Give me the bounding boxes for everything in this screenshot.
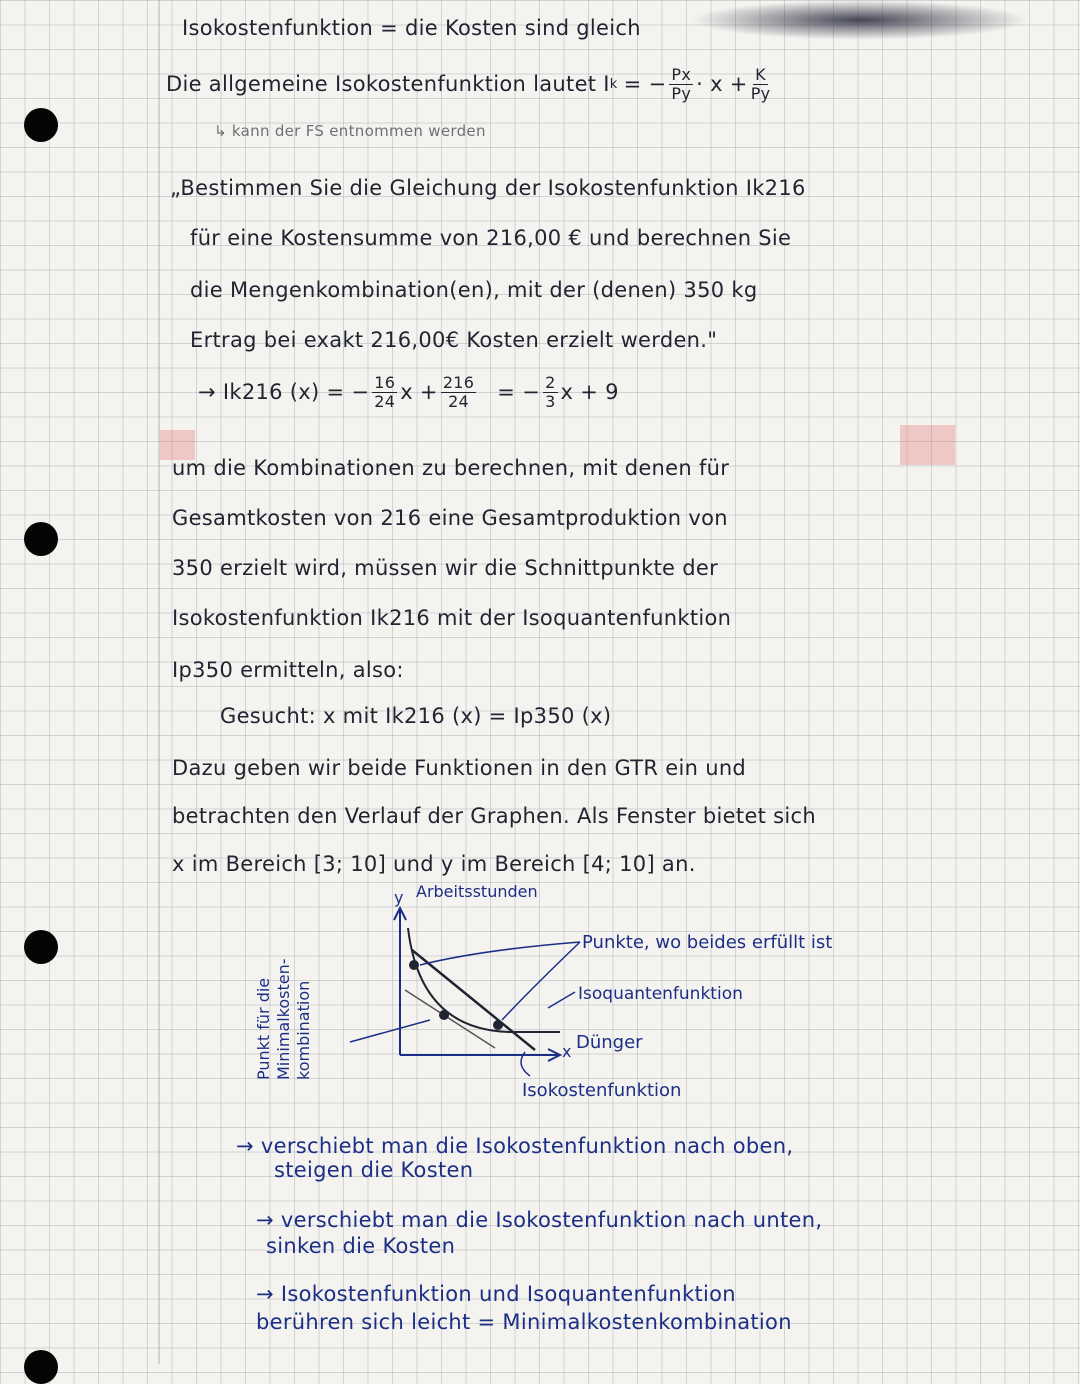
fraction-denominator: 24 (374, 391, 396, 411)
isocost-line-shifted (405, 990, 495, 1048)
explanation-line-4: Isokostenfunktion Ik216 mit der Isoquantenfunktion (172, 606, 732, 630)
explanation-line-2: Gesamtkosten von 216 eine Gesamtproduktion von (172, 506, 728, 530)
label-intersections: Punkte, wo beides erfüllt ist (582, 932, 833, 953)
explanation-line-3: 350 erzielt wird, müssen wir die Schnittpunkte der (172, 556, 719, 580)
fraction-denominator: Py (671, 83, 692, 103)
equation-lead: → Ik216 (x) = − (198, 379, 370, 404)
min-cost-point (439, 1010, 449, 1020)
task-line-2: für eine Kostensumme von 216,00 € und berechnen Sie (190, 226, 792, 250)
highlight-mark (900, 425, 955, 465)
label-isocost: Isokostenfunktion (522, 1080, 682, 1101)
equation-mid: x + (400, 379, 438, 404)
touch-line-2: berühren sich leicht = Minimalkostenkombination (256, 1310, 792, 1334)
task-line-1: „Bestimmen Sie die Gleichung der Isokostenfunktion Ik216 (170, 176, 806, 200)
equation-eq: = − (497, 379, 541, 404)
fraction-denominator: 3 (545, 391, 556, 411)
equation-tail: x + 9 (560, 379, 619, 404)
isoquant-curve (408, 928, 560, 1032)
general-isocost-formula (166, 66, 773, 102)
sought-equation: Gesucht: x mit Ik216 (x) = Ip350 (x) (220, 704, 612, 728)
fraction-2-3 (543, 374, 557, 410)
formula-eq: = − (623, 71, 667, 96)
min-cost-label-1: Punkt für die (254, 977, 273, 1080)
fraction-numerator: K (755, 65, 766, 84)
fraction-denominator: 24 (448, 391, 470, 411)
shift-down-line-1: → verschiebt man die Isokostenfunktion nach unten, (256, 1208, 823, 1232)
photo-shadow (690, 0, 1030, 40)
fraction-numerator: Px (671, 65, 692, 84)
fraction-denominator: Py (750, 83, 771, 103)
x-axis-label: Dünger (576, 1032, 643, 1053)
formula-text: Die allgemeine Isokostenfunktion lautet I (166, 71, 610, 96)
annotation-arrow (502, 942, 580, 1020)
task-line-4: Ertrag bei exakt 216,00€ Kosten erzielt werden." (190, 328, 718, 352)
y-axis-label: Arbeitsstunden (416, 882, 538, 901)
gtr-line-1: Dazu geben wir beide Funktionen in den GTR ein und (172, 756, 747, 780)
fraction-216-24 (441, 374, 476, 410)
min-cost-label-2: Minimalkosten- (274, 958, 293, 1080)
fraction-k-py (751, 66, 771, 102)
touch-line-1: → Isokostenfunktion und Isoquantenfunktion (256, 1282, 736, 1306)
punch-hole (24, 522, 58, 556)
isocost-isoquant-sketch (230, 880, 990, 1120)
fraction-numerator: 216 (442, 373, 475, 392)
fraction-16-24 (372, 374, 397, 410)
shift-up-line-2: steigen die Kosten (274, 1158, 474, 1182)
fraction-numerator: 2 (545, 373, 556, 392)
gtr-line-3: x im Bereich [3; 10] und y im Bereich [4; 10] an. (172, 852, 696, 876)
shift-up-line-1: → verschiebt man die Isokostenfunktion nach oben, (236, 1134, 794, 1158)
punch-hole (24, 930, 58, 964)
isocost-216-equation (198, 374, 619, 410)
min-cost-label-3: kombination (294, 980, 313, 1080)
intersection-point (493, 1020, 503, 1030)
formula-mid: · x + (696, 71, 748, 96)
margin-line (158, 0, 160, 1364)
punch-hole (24, 108, 58, 142)
annotation-arrow (548, 992, 575, 1008)
heading-isokosten: Isokostenfunktion = die Kosten sind gleich (182, 16, 641, 40)
x-axis-letter: x (562, 1042, 572, 1061)
fraction-px-py (669, 66, 693, 102)
label-isoquant: Isoquantenfunktion (578, 984, 743, 1004)
explanation-line-5: Ip350 ermitteln, also: (172, 658, 404, 682)
fraction-numerator: 16 (374, 373, 396, 392)
annotation-arrow (350, 1020, 430, 1042)
formula-note: ↳ kann der FS entnommen werden (214, 122, 486, 140)
task-line-3: die Mengenkombination(en), mit der (denen) 350 kg (190, 278, 758, 302)
annotation-arrow (420, 942, 580, 965)
intersection-point (409, 960, 419, 970)
shift-down-line-2: sinken die Kosten (266, 1234, 456, 1258)
explanation-line-1: um die Kombinationen zu berechnen, mit denen für (172, 456, 730, 480)
punch-hole (24, 1350, 58, 1384)
y-axis-letter: y (394, 888, 404, 907)
formula-sub: k (609, 76, 618, 92)
gtr-line-2: betrachten den Verlauf der Graphen. Als Fenster bietet sich (172, 804, 816, 828)
